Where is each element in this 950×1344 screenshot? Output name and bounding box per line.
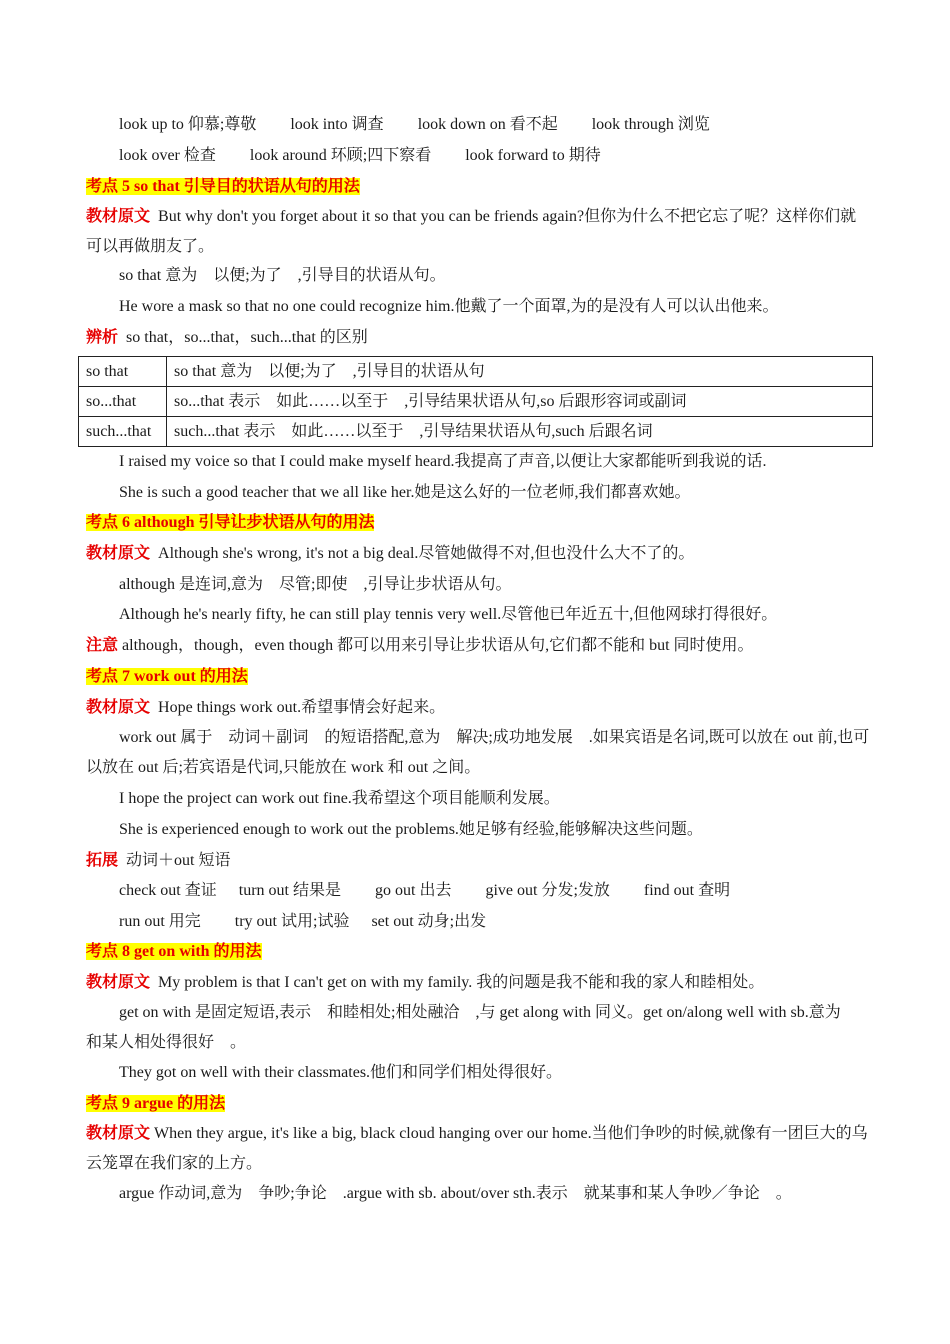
section-5-heading <box>86 177 872 197</box>
original-label: 教材原文 <box>86 974 151 991</box>
phrase: turn out 结果是 <box>238 882 341 899</box>
phrase: look down on 看不起 <box>417 116 558 133</box>
heading-text: 考点 8 get on with 的用法 <box>86 943 262 960</box>
section-5-example-3: She is such a good teacher that we all like her.她是这么好的一位老师,我们都喜欢她。 <box>119 484 691 501</box>
section-7-heading <box>86 667 872 687</box>
section-7-example-1: I hope the project can work out fine.我希望这个项目能顺利发展。 <box>119 790 560 807</box>
original-label: 教材原文 <box>86 208 151 225</box>
original-text: When they argue, it's like a big, black cloud hanging over our home.当他们争吵的时候,就像有一团巨大的乌云笼罩在我们家的上方。 <box>86 1125 868 1172</box>
original-label: 教材原文 <box>86 699 151 716</box>
phrase: look around 环顾;四下察看 <box>249 147 432 164</box>
look-phrases-row-1 <box>119 115 872 135</box>
table-key: so that <box>79 357 167 387</box>
section-6-note <box>86 636 872 656</box>
phrase: give out 分发;发放 <box>485 882 610 899</box>
heading-text: 考点 5 so that 引导目的状语从句的用法 <box>86 178 360 195</box>
heading-text: 考点 9 argue 的用法 <box>86 1095 226 1112</box>
out-phrases-row-2 <box>119 912 872 932</box>
table-row <box>79 387 873 417</box>
original-text: My problem is that I can't get on with my family. 我的问题是我不能和我的家人和睦相处。 <box>158 974 765 991</box>
phrase: go out 出去 <box>375 882 452 899</box>
section-5-example-2: I raised my voice so that I could make myself heard.我提高了声音,以便让大家都能听到我说的话. <box>119 453 767 470</box>
original-label: 教材原文 <box>86 545 151 562</box>
original-label: 教材原文 <box>86 1125 151 1142</box>
heading-text: 考点 7 work out 的用法 <box>86 668 248 685</box>
table-key: such...that <box>79 417 167 447</box>
phrase: look into 调查 <box>290 116 384 133</box>
comparison-label: 辨析 <box>86 329 119 346</box>
comparison-text: so that，so...that，such...that 的区别 <box>126 329 368 346</box>
section-6-heading <box>86 513 872 533</box>
section-9-original <box>86 1119 872 1179</box>
original-text: But why don't you forget about it so that you can be friends again?但你为什么不把它忘了呢？这样你们就可以再做朋友了。 <box>86 208 857 255</box>
section-7-original <box>86 698 872 718</box>
phrase: check out 查证 <box>119 882 217 899</box>
phrase: run out 用完 <box>119 913 201 930</box>
table-value: so that 意为 以便;为了 ,引导目的状语从句 <box>167 357 873 387</box>
section-5-comparison-intro <box>86 328 872 348</box>
original-text: Although she's wrong, it's not a big deal.尽管她做得不对,但也没什么大不了的。 <box>158 545 695 562</box>
section-6-example: Although he's nearly fifty, he can still play tennis very well.尽管他已年近五十,但他网球打得很好。 <box>119 606 778 623</box>
look-phrases-row-2 <box>119 146 872 166</box>
phrase: look through 浏览 <box>591 116 710 133</box>
section-8-heading <box>86 942 872 962</box>
table-value: such...that 表示 如此……以至于 ,引导结果状语从句,such 后跟名词 <box>167 417 873 447</box>
phrase: find out 查明 <box>643 882 731 899</box>
section-5-explain: so that 意为 以便;为了 ,引导目的状语从句。 <box>119 267 446 284</box>
table-value: so...that 表示 如此……以至于 ,引导结果状语从句,so 后跟形容词或副词 <box>167 387 873 417</box>
section-8-example: They got on well with their classmates.他们和同学们相处得很好。 <box>119 1064 563 1081</box>
extension-label: 拓展 <box>86 852 119 869</box>
phrase: look forward to 期待 <box>465 147 601 164</box>
extension-text: 动词＋out 短语 <box>126 852 231 869</box>
section-6-explain: although 是连词,意为 尽管;即使 ,引导让步状语从句。 <box>119 576 512 593</box>
phrase: look over 检查 <box>119 147 216 164</box>
heading-text: 考点 6 although 引导让步状语从句的用法 <box>86 514 375 531</box>
table-row <box>79 417 873 447</box>
phrase: set out 动身;出发 <box>371 913 487 930</box>
out-phrases-row-1 <box>119 881 872 901</box>
section-5-original <box>86 202 872 262</box>
phrase: try out 试用;试验 <box>234 913 350 930</box>
section-7-explain: work out 属于 动词＋副词 的短语搭配,意为 解决;成功地发展 .如果宾语是名词,既可以放在 out 前,也可以放在 out 后;若宾语是代词,只能放在 work 和 out 之间。 <box>86 729 870 776</box>
section-7-extension <box>86 851 872 871</box>
phrase: look up to 仰慕;尊敬 <box>119 116 257 133</box>
section-9-heading <box>86 1094 872 1114</box>
section-8-explain: get on with 是固定短语,表示 和睦相处;相处融洽 ,与 get along with 同义。get on/along well with sb.意为 和某人相处得很好 。 <box>86 1004 857 1051</box>
section-6-original <box>86 544 872 564</box>
table-row <box>79 357 873 387</box>
note-label: 注意 <box>86 637 119 654</box>
section-5-example: He wore a mask so that no one could recognize him.他戴了一个面罩,为的是没有人可以认出他来。 <box>119 298 779 315</box>
table-key: so...that <box>79 387 167 417</box>
comparison-table <box>78 356 873 447</box>
original-text: Hope things work out.希望事情会好起来。 <box>158 699 446 716</box>
section-7-example-2: She is experienced enough to work out the problems.她足够有经验,能够解决这些问题。 <box>119 821 703 838</box>
note-text: although，though，even though 都可以用来引导让步状语从句,它们都不能和 but 同时使用。 <box>122 637 754 654</box>
section-9-explain: argue 作动词,意为 争吵;争论 .argue with sb. about/over sth.表示 就某事和某人争吵／争论 。 <box>119 1185 792 1202</box>
section-8-original <box>86 973 872 993</box>
